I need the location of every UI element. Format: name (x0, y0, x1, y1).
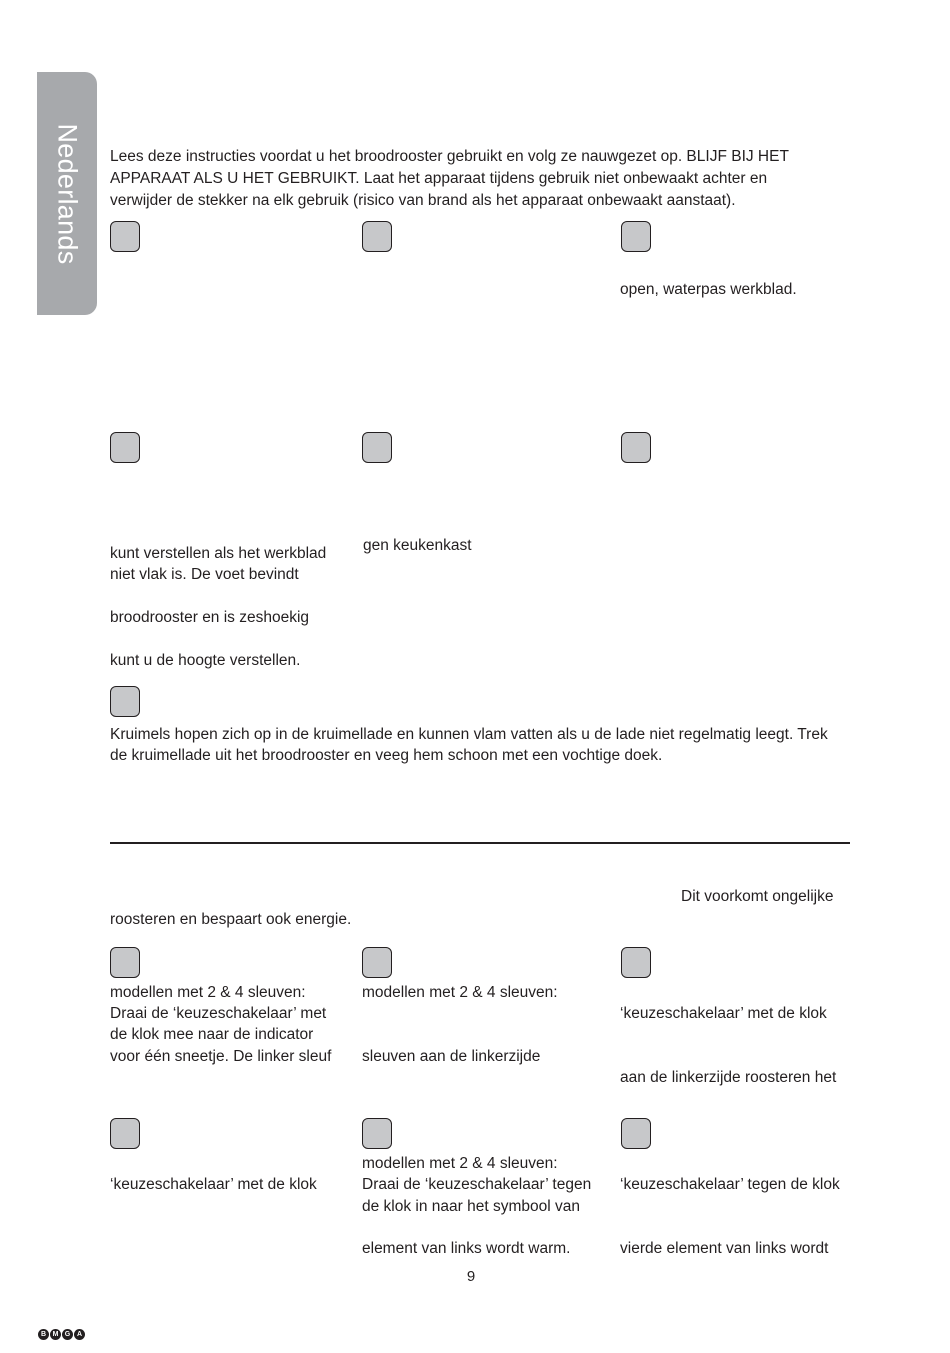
step-text: ‘keuzeschakelaar’ met de klok (110, 1176, 317, 1193)
step-marker (362, 947, 392, 978)
intro-line-2: APPARAAT ALS U HET GEBRUIKT. Laat het apparaat tijdens gebruik niet onbewaakt achter en (110, 170, 768, 187)
step-marker (621, 947, 651, 978)
page-number: 9 (466, 1268, 476, 1285)
step-marker (362, 432, 392, 463)
step-marker (110, 1118, 140, 1149)
logo-letter: G (62, 1329, 73, 1340)
step-marker (362, 1118, 392, 1149)
step-text: voor één sneetje. De linker sleuf (110, 1048, 332, 1065)
step-text: de klok mee naar de indicator (110, 1026, 314, 1043)
logo-letter: B (38, 1329, 49, 1340)
logo-letter: M (50, 1329, 61, 1340)
step-text: Kruimels hopen zich op in de kruimellade en kunnen vlam vatten als u de lade niet regelmatig leegt. Trek (110, 726, 828, 743)
step-text: niet vlak is. De voet bevindt (110, 566, 299, 583)
step-text: ‘keuzeschakelaar’ met de klok (620, 1005, 827, 1022)
section-divider (110, 842, 850, 844)
step-marker (110, 221, 140, 252)
step-marker (621, 221, 651, 252)
step-text: kunt verstellen als het werkblad (110, 545, 327, 562)
step-text: ‘keuzeschakelaar’ tegen de klok (620, 1176, 840, 1193)
step-text: kunt u de hoogte verstellen. (110, 652, 301, 669)
step-text: sleuven aan de linkerzijde (362, 1048, 541, 1065)
intro-line-3: verwijder de stekker na elk gebruik (risico van brand als het apparaat onbewaakt aanstaat). (110, 192, 736, 209)
step-marker (110, 947, 140, 978)
step-text: Draai de ‘keuzeschakelaar’ tegen (362, 1176, 592, 1193)
language-tab-label: Nederlands (52, 122, 83, 265)
step-marker (621, 432, 651, 463)
step-text: open, waterpas werkblad. (620, 281, 797, 298)
step-text: modellen met 2 & 4 sleuven: (362, 1155, 558, 1172)
step-marker (110, 686, 140, 717)
step-marker (621, 1118, 651, 1149)
intro-line-1: Lees deze instructies voordat u het broodrooster gebruikt en volg ze nauwgezet op. BLIJF BIJ HET (110, 148, 789, 165)
language-tab (37, 72, 97, 315)
logo-letter: A (74, 1329, 85, 1340)
step-text: vierde element van links wordt (620, 1240, 829, 1257)
step-text: Draai de ‘keuzeschakelaar’ met (110, 1005, 327, 1022)
certification-logo (38, 1329, 85, 1340)
step-text: de klok in naar het symbool van (362, 1198, 580, 1215)
step-marker (362, 221, 392, 252)
section2-intro: roosteren en bespaart ook energie. (110, 911, 352, 928)
step-text: modellen met 2 & 4 sleuven: (110, 984, 306, 1001)
step-text: element van links wordt warm. (362, 1240, 571, 1257)
section2-intro: Dit voorkomt ongelijke (681, 888, 834, 905)
step-marker (110, 432, 140, 463)
step-text: de kruimellade uit het broodrooster en veeg hem schoon met een vochtige doek. (110, 747, 663, 764)
step-text: aan de linkerzijde roosteren het (620, 1069, 837, 1086)
step-text: gen keukenkast (363, 537, 472, 554)
step-text: modellen met 2 & 4 sleuven: (362, 984, 558, 1001)
step-text: broodrooster en is zeshoekig (110, 609, 310, 626)
